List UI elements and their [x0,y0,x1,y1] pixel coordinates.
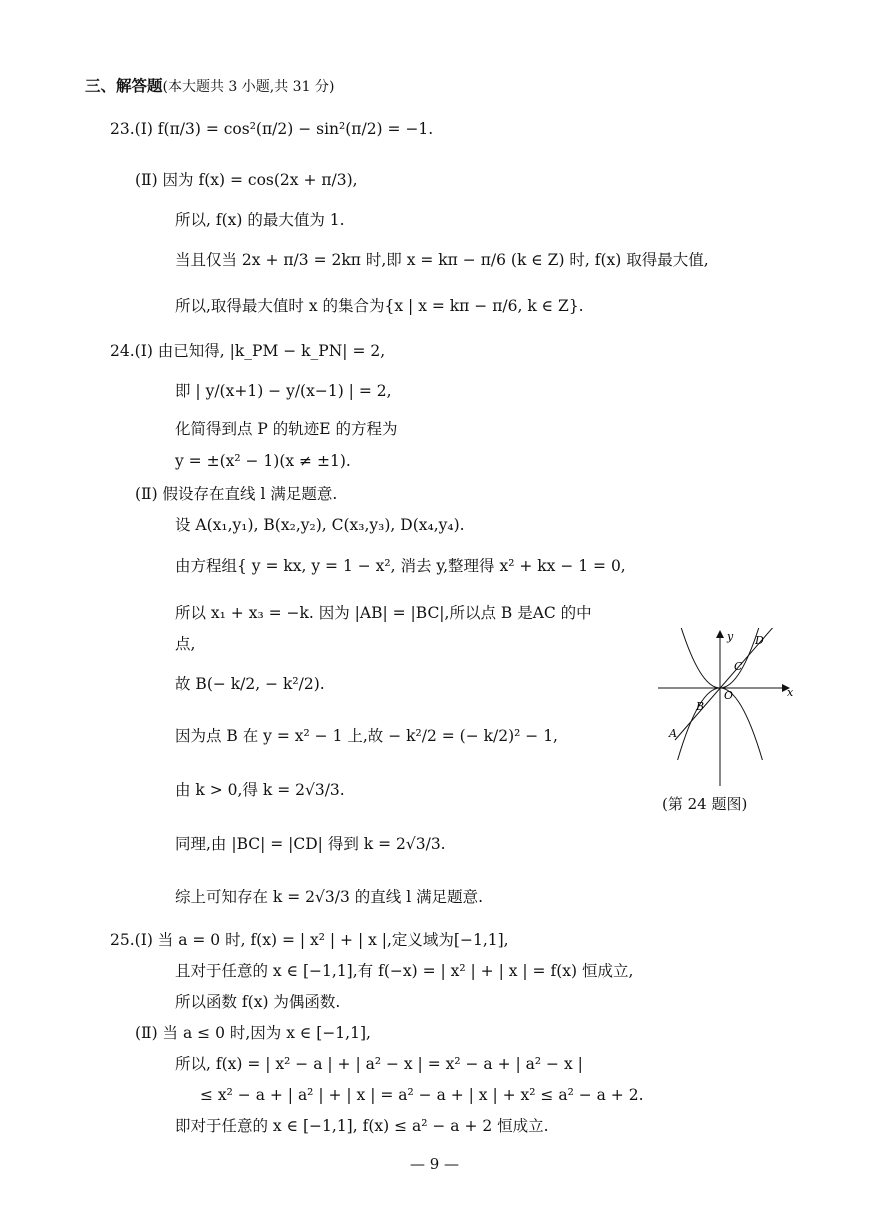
q23-part2: (Ⅱ) 因为 f(x) = cos(2x + π/3), [135,171,358,189]
q24-line12: 由 k > 0,得 k = 2√3/3. [175,781,345,799]
q24-line11: 因为点 B 在 y = x² − 1 上,故 − k²/2 = (− k/2)² − 1, [175,727,558,745]
q25-line2: 且对于任意的 x ∈ [−1,1],有 f(−x) = | x² | + | x | = f(x) 恒成立, [175,962,634,980]
q24-line3: 化简得到点 P 的轨迹E 的方程为 [175,420,398,438]
q23-line4: 当且仅当 2x + π/3 = 2kπ 时,即 x = kπ − π/6 (k ∈ Z) 时, f(x) 取得最大值, [175,251,709,269]
label-C: C [734,660,743,673]
label-y: y [727,630,734,643]
label-origin: O [724,689,734,702]
q23-line5: 所以,取得最大值时 x 的集合为{x | x = kπ − π/6, k ∈ Z}. [175,297,584,315]
section-title: 三、解答题 [85,76,163,95]
page-number: — 9 — [409,1155,460,1173]
q25-line7: 即对于任意的 x ∈ [−1,1], f(x) ≤ a² − a + 2 恒成立. [175,1117,549,1135]
q24-line8: 所以 x₁ + x₃ = −k. 因为 |AB| = |BC|,所以点 B 是AC 的中 [175,604,592,622]
q24-line4: y = ±(x² − 1)(x ≠ ±1). [175,452,351,470]
q24-line7: 由方程组{ y = kx, y = 1 − x², 消去 y,整理得 x² + kx − 1 = 0, [175,557,626,575]
q25-line3: 所以函数 f(x) 为偶函数. [175,993,341,1011]
section-heading [85,76,334,97]
q23-part1: 23.(Ⅰ) f(π/3) = cos²(π/2) − sin²(π/2) = −1. [110,120,434,138]
q23-line3: 所以, f(x) 的最大值为 1. [175,211,345,229]
q24-line9: 点, [175,635,196,653]
q24-part1: 24.(Ⅰ) 由已知得, |k_PM − k_PN| = 2, [110,342,386,360]
q24-figure [650,628,800,788]
q25-line5: 所以, f(x) = | x² − a | + | a² − x | = x² − a + | a² − x | [175,1055,583,1073]
label-x: x [787,686,794,699]
q24-line10: 故 B(− k/2, − k²/2). [175,675,325,693]
label-B: B [696,700,705,713]
q24-part2: (Ⅱ) 假设存在直线 l 满足题意. [135,485,338,503]
q25-part1: 25.(Ⅰ) 当 a = 0 时, f(x) = | x² | + | x |,定义域为[−1,1], [110,931,509,949]
label-D: D [755,634,764,647]
section-subtitle: (本大题共 3 小题,共 31 分) [162,79,335,95]
figure-caption: (第 24 题图) [662,795,748,813]
q24-line13: 同理,由 |BC| = |CD| 得到 k = 2√3/3. [175,835,446,853]
label-A: A [669,727,677,740]
y-axis-arrow-icon [716,630,724,638]
q24-line2: 即 | y/(x+1) − y/(x−1) | = 2, [175,382,392,400]
q24-line6: 设 A(x₁,y₁), B(x₂,y₂), C(x₃,y₃), D(x₄,y₄). [175,516,465,534]
q25-line6: ≤ x² − a + | a² | + | x | = a² − a + | x | + x² ≤ a² − a + 2. [200,1086,644,1104]
q25-part2: (Ⅱ) 当 a ≤ 0 时,因为 x ∈ [−1,1], [135,1024,371,1042]
q24-line14: 综上可知存在 k = 2√3/3 的直线 l 满足题意. [175,888,484,906]
